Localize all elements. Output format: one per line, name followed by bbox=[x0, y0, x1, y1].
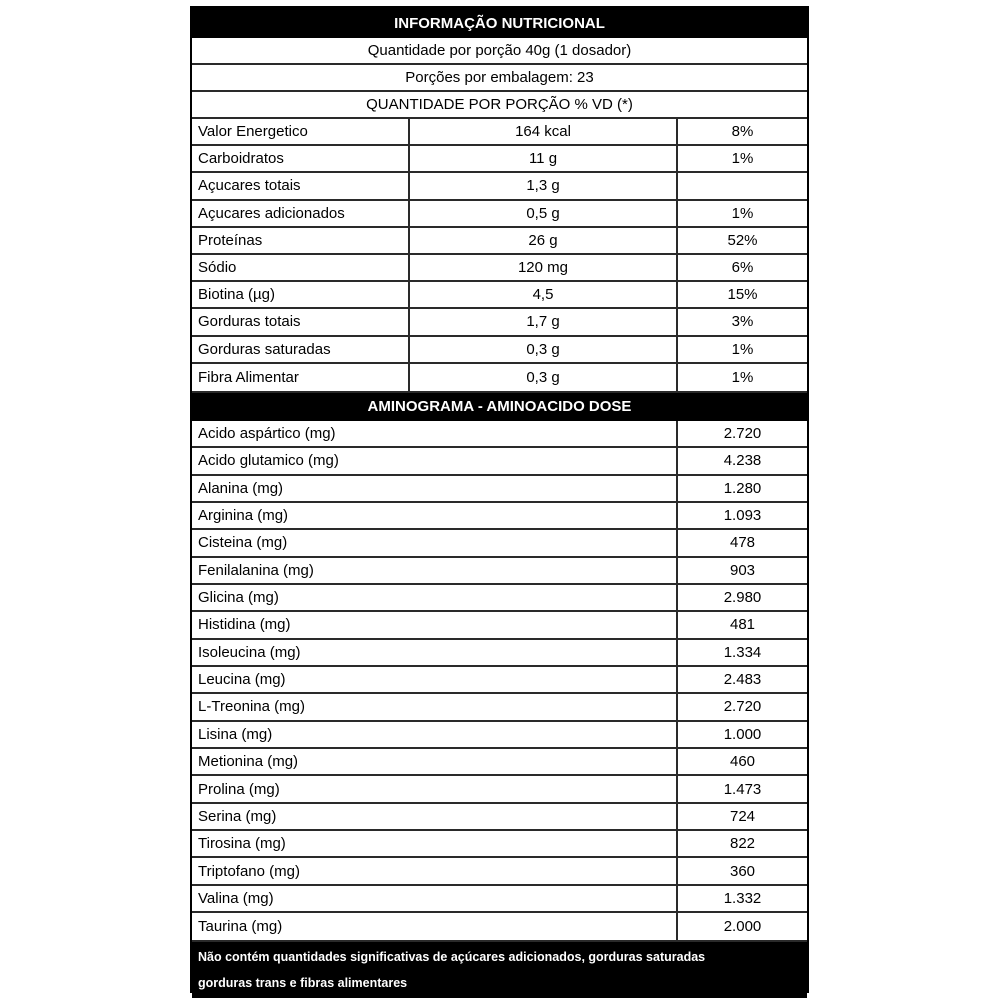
nutrient-daily-value: 52% bbox=[727, 231, 758, 249]
table-title: INFORMAÇÃO NUTRICIONAL bbox=[192, 8, 807, 38]
serving-size: Quantidade por porção 40g (1 dosador) bbox=[192, 38, 807, 65]
amino-dose: 1.334 bbox=[723, 643, 762, 661]
amino-name: L-Treonina (mg) bbox=[192, 694, 678, 719]
amino-dose: 360 bbox=[729, 862, 756, 880]
nutrient-name: Sódio bbox=[192, 255, 410, 280]
amino-name: Acido aspártico (mg) bbox=[192, 421, 678, 446]
nutrient-row bbox=[192, 255, 807, 282]
amino-name: Alanina (mg) bbox=[192, 476, 678, 501]
amino-dose: 1.000 bbox=[723, 725, 762, 743]
amino-name: Metionina (mg) bbox=[192, 749, 678, 774]
nutrient-rows bbox=[192, 119, 807, 393]
amino-dose: 481 bbox=[729, 616, 756, 634]
amino-dose: 1.473 bbox=[723, 780, 762, 798]
nutrient-daily-value: 8% bbox=[731, 123, 754, 141]
footer-note bbox=[192, 942, 807, 998]
nutrient-quantity: 164 kcal bbox=[410, 119, 678, 144]
nutrient-row bbox=[192, 364, 807, 391]
amino-dose: 1.280 bbox=[723, 479, 762, 497]
amino-name: Valina (mg) bbox=[192, 886, 678, 911]
amino-name: Leucina (mg) bbox=[192, 667, 678, 692]
nutrient-quantity: 0,3 g bbox=[410, 337, 678, 362]
amino-row bbox=[192, 448, 807, 475]
nutrient-daily-value: 1% bbox=[731, 368, 754, 386]
nutrient-daily-value: 1% bbox=[731, 340, 754, 358]
amino-dose: 903 bbox=[729, 561, 756, 579]
amino-name: Arginina (mg) bbox=[192, 503, 678, 528]
amino-dose: 2.720 bbox=[723, 425, 762, 443]
amino-row bbox=[192, 503, 807, 530]
nutrient-daily-value bbox=[678, 173, 807, 198]
amino-name: Isoleucina (mg) bbox=[192, 640, 678, 665]
nutrient-name: Proteínas bbox=[192, 228, 410, 253]
nutrient-row bbox=[192, 282, 807, 309]
nutrient-quantity: 1,3 g bbox=[410, 173, 678, 198]
nutrient-name: Fibra Alimentar bbox=[192, 364, 410, 391]
nutrient-quantity: 11 g bbox=[410, 146, 678, 171]
amino-row bbox=[192, 913, 807, 940]
amino-row bbox=[192, 749, 807, 776]
nutrient-row bbox=[192, 146, 807, 173]
amino-row bbox=[192, 530, 807, 557]
nutrient-quantity: 1,7 g bbox=[410, 309, 678, 334]
amino-row bbox=[192, 858, 807, 885]
amino-name: Acido glutamico (mg) bbox=[192, 448, 678, 473]
nutrient-daily-value: 3% bbox=[731, 313, 754, 331]
amino-row bbox=[192, 886, 807, 913]
footer-line-1: Não contém quantidades significativas de açúcares adicionados, gorduras saturadas bbox=[198, 950, 706, 965]
amino-dose: 822 bbox=[729, 835, 756, 853]
amino-name: Tirosina (mg) bbox=[192, 831, 678, 856]
amino-row bbox=[192, 612, 807, 639]
nutrient-name: Açucares adicionados bbox=[192, 201, 410, 226]
amino-dose: 2.000 bbox=[723, 918, 762, 936]
amino-rows bbox=[192, 421, 807, 943]
nutrient-name: Gorduras totais bbox=[192, 309, 410, 334]
servings-per-package: Porções por embalagem: 23 bbox=[192, 65, 807, 92]
nutrient-name: Valor Energetico bbox=[192, 119, 410, 144]
nutrient-daily-value: 1% bbox=[731, 204, 754, 222]
amino-row bbox=[192, 558, 807, 585]
nutrient-row bbox=[192, 119, 807, 146]
amino-dose: 2.980 bbox=[723, 589, 762, 607]
amino-dose: 1.093 bbox=[723, 507, 762, 525]
nutrient-daily-value: 6% bbox=[731, 259, 754, 277]
amino-row bbox=[192, 667, 807, 694]
amino-row bbox=[192, 476, 807, 503]
footer-line-2: gorduras trans e fibras alimentares bbox=[198, 976, 408, 991]
nutrient-row bbox=[192, 173, 807, 200]
amino-name: Serina (mg) bbox=[192, 804, 678, 829]
amino-name: Taurina (mg) bbox=[192, 913, 678, 940]
nutrient-name: Gorduras saturadas bbox=[192, 337, 410, 362]
nutrient-quantity: 0,5 g bbox=[410, 201, 678, 226]
nutrient-name: Açucares totais bbox=[192, 173, 410, 198]
amino-row bbox=[192, 722, 807, 749]
amino-name: Glicina (mg) bbox=[192, 585, 678, 610]
amino-name: Histidina (mg) bbox=[192, 612, 678, 637]
amino-dose: 460 bbox=[729, 753, 756, 771]
amino-dose: 2.720 bbox=[723, 698, 762, 716]
amino-dose: 478 bbox=[729, 534, 756, 552]
columns-header: QUANTIDADE POR PORÇÃO % VD (*) bbox=[192, 92, 807, 119]
amino-dose: 2.483 bbox=[723, 671, 762, 689]
amino-row bbox=[192, 831, 807, 858]
amino-row bbox=[192, 585, 807, 612]
aminogram-title: AMINOGRAMA - AMINOACIDO DOSE bbox=[192, 393, 807, 421]
amino-dose: 1.332 bbox=[723, 889, 762, 907]
nutrient-name: Carboidratos bbox=[192, 146, 410, 171]
amino-name: Fenilalanina (mg) bbox=[192, 558, 678, 583]
nutrient-quantity: 120 mg bbox=[410, 255, 678, 280]
nutrient-quantity: 26 g bbox=[410, 228, 678, 253]
nutrient-row bbox=[192, 309, 807, 336]
nutrient-row bbox=[192, 201, 807, 228]
amino-dose: 724 bbox=[729, 807, 756, 825]
nutrient-daily-value: 1% bbox=[731, 150, 754, 168]
nutrient-quantity: 0,3 g bbox=[410, 364, 678, 391]
amino-name: Prolina (mg) bbox=[192, 776, 678, 801]
nutrient-daily-value: 15% bbox=[727, 286, 758, 304]
amino-row bbox=[192, 694, 807, 721]
amino-row bbox=[192, 776, 807, 803]
nutrition-facts-table bbox=[190, 6, 809, 993]
amino-row bbox=[192, 640, 807, 667]
nutrient-row bbox=[192, 337, 807, 364]
amino-dose: 4.238 bbox=[723, 452, 762, 470]
amino-row bbox=[192, 804, 807, 831]
amino-name: Cisteina (mg) bbox=[192, 530, 678, 555]
amino-name: Lisina (mg) bbox=[192, 722, 678, 747]
nutrient-row bbox=[192, 228, 807, 255]
amino-row bbox=[192, 421, 807, 448]
nutrient-name: Biotina (µg) bbox=[192, 282, 410, 307]
amino-name: Triptofano (mg) bbox=[192, 858, 678, 883]
nutrient-quantity: 4,5 bbox=[410, 282, 678, 307]
